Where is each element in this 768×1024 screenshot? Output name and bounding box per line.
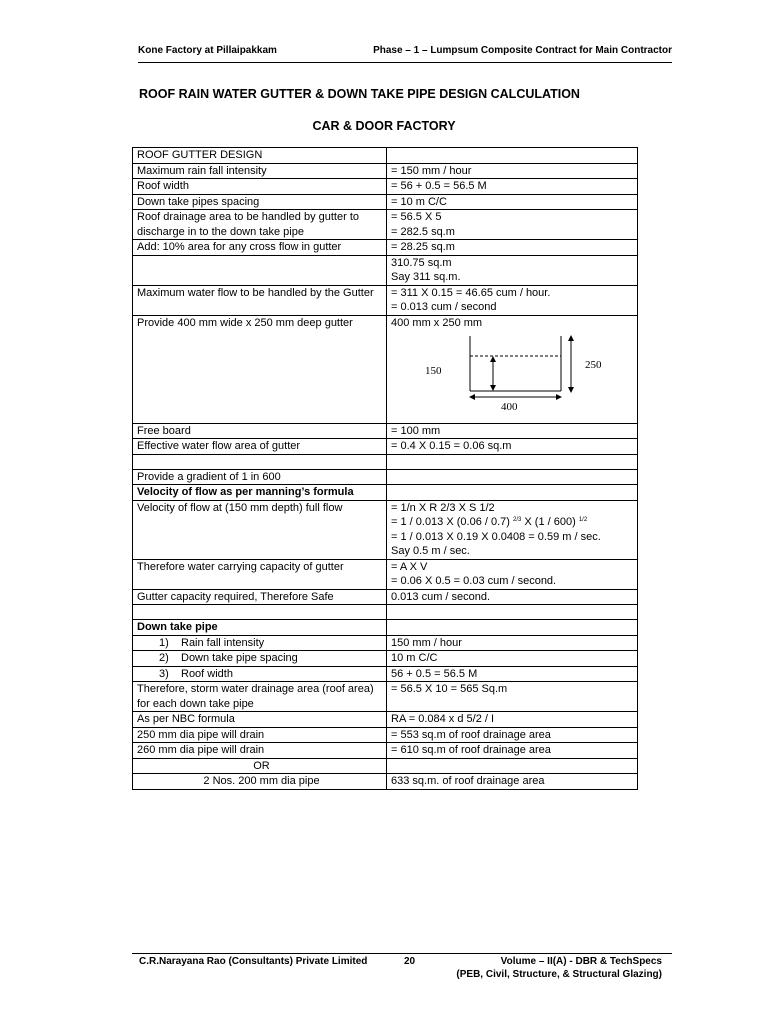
row-value: 10 m C/C xyxy=(387,651,638,667)
label-water-depth: 150 xyxy=(425,364,442,377)
header-contract: Phase – 1 – Lumpsum Composite Contract for Main Contractor xyxy=(373,45,672,56)
table-row xyxy=(133,485,638,501)
row-label: As per NBC formula xyxy=(133,712,387,728)
header-project: Kone Factory at Pillaipakkam xyxy=(138,45,277,56)
row-label: Gutter capacity required, Therefore Safe xyxy=(133,589,387,605)
row-label: Provide 400 mm wide x 250 mm deep gutter xyxy=(133,315,387,423)
row-label: Add: 10% area for any cross flow in gutter xyxy=(133,240,387,256)
row-label: ROOF GUTTER DESIGN xyxy=(133,148,387,164)
table-row xyxy=(133,758,638,774)
row-value: = 56.5 X 10 = 565 Sq.m xyxy=(387,682,638,712)
row-label: Provide a gradient of 1 in 600 xyxy=(133,469,387,485)
table-row xyxy=(133,454,638,469)
row-label: Velocity of flow at (150 mm depth) full flow xyxy=(133,500,387,559)
row-value: 56 + 0.5 = 56.5 M xyxy=(387,666,638,682)
value-line: = 1 / 0.013 X 0.19 X 0.0408 = 0.59 m / sec. xyxy=(391,530,601,543)
row-value: = 0.4 X 0.15 = 0.06 sq.m xyxy=(387,439,638,455)
row-label xyxy=(133,666,387,682)
table-row xyxy=(133,469,638,485)
row-value: 633 sq.m. of roof drainage area xyxy=(387,774,638,790)
row-label: Maximum rain fall intensity xyxy=(133,163,387,179)
row-label: 2 Nos. 200 mm dia pipe xyxy=(133,774,387,790)
list-number: 1) xyxy=(159,636,169,649)
table-row xyxy=(133,743,638,759)
row-value: = 56 + 0.5 = 56.5 M xyxy=(387,179,638,195)
value-line: = 56.5 X 5 xyxy=(391,211,442,223)
row-value xyxy=(387,315,638,423)
arrowhead-icon xyxy=(469,394,475,400)
row-value: = 10 m C/C xyxy=(387,194,638,210)
footer-divider xyxy=(132,953,672,954)
row-value: = 150 mm / hour xyxy=(387,163,638,179)
row-value xyxy=(387,454,638,469)
section-heading: Down take pipe xyxy=(133,620,387,636)
table-row xyxy=(133,712,638,728)
table-row xyxy=(133,240,638,256)
table-row xyxy=(133,148,638,164)
list-label: Roof width xyxy=(181,667,233,680)
row-value xyxy=(387,500,638,559)
value-line: Say 0.5 m / sec. xyxy=(391,545,470,557)
calculation-table xyxy=(132,147,638,790)
value-line xyxy=(391,515,637,530)
row-value xyxy=(387,620,638,636)
arrowhead-icon xyxy=(490,385,496,391)
list-number: 3) xyxy=(159,667,169,680)
footer-company: C.R.Narayana Rao (Consultants) Private Limited xyxy=(139,956,368,967)
table-row xyxy=(133,651,638,667)
row-value: 150 mm / hour xyxy=(387,635,638,651)
table-row xyxy=(133,423,638,439)
table-row xyxy=(133,635,638,651)
list-label: Down take pipe spacing xyxy=(181,652,298,664)
document-title: ROOF RAIN WATER GUTTER & DOWN TAKE PIPE DESIGN CALCULATION xyxy=(139,87,580,101)
gutter-section-sketch xyxy=(391,334,631,418)
table-row xyxy=(133,210,638,240)
row-value: = 100 mm xyxy=(387,423,638,439)
table-row xyxy=(133,194,638,210)
value-line: = 0.06 X 0.5 = 0.03 cum / second. xyxy=(391,575,557,587)
row-value xyxy=(387,148,638,164)
row-value: = 28.25 sq.m xyxy=(387,240,638,256)
page-number: 20 xyxy=(404,956,416,967)
row-value xyxy=(387,255,638,285)
arrowhead-icon xyxy=(490,356,496,362)
row-value xyxy=(387,469,638,485)
list-number: 2) xyxy=(159,652,169,664)
table-row xyxy=(133,500,638,559)
row-label: 260 mm dia pipe will drain xyxy=(133,743,387,759)
row-label xyxy=(133,255,387,285)
row-label: Roof drainage area to be handled by gutter to discharge in to the down take pipe xyxy=(133,210,387,240)
row-label: Therefore water carrying capacity of gutter xyxy=(133,559,387,589)
row-label xyxy=(133,635,387,651)
table-row xyxy=(133,439,638,455)
value-line: Say 311 sq.m. xyxy=(391,271,461,283)
table-row xyxy=(133,315,638,423)
footer-volume: Volume – II(A) - DBR & TechSpecs xyxy=(500,956,662,967)
value-line: = 0.013 cum / second xyxy=(391,301,497,313)
row-value: = 610 sq.m of roof drainage area xyxy=(387,743,638,759)
table-row xyxy=(133,589,638,605)
table-row xyxy=(133,666,638,682)
value-line: = 1/n X R 2/3 X S 1/2 xyxy=(391,501,495,514)
row-label xyxy=(133,605,387,620)
page-header xyxy=(138,42,672,63)
value-line: 310.75 sq.m xyxy=(391,256,452,269)
row-label: Roof width xyxy=(133,179,387,195)
row-value: 0.013 cum / second. xyxy=(387,589,638,605)
table-row xyxy=(133,255,638,285)
row-value xyxy=(387,605,638,620)
row-label: Therefore, storm water drainage area (roof area) for each down take pipe xyxy=(133,682,387,712)
table-row xyxy=(133,620,638,636)
table-row xyxy=(133,559,638,589)
document-subtitle: CAR & DOOR FACTORY xyxy=(312,119,456,133)
table-row xyxy=(133,179,638,195)
list-label: Rain fall intensity xyxy=(181,636,265,649)
arrowhead-icon xyxy=(568,387,574,393)
exponent: 1/2 xyxy=(578,517,588,523)
value-line: = 282.5 sq.m xyxy=(391,225,455,238)
table-row xyxy=(133,682,638,712)
row-label: OR xyxy=(133,758,387,774)
value-line: = 311 X 0.15 = 46.65 cum / hour. xyxy=(391,286,551,299)
row-label: Down take pipes spacing xyxy=(133,194,387,210)
row-label xyxy=(133,651,387,667)
row-value xyxy=(387,285,638,315)
row-label: Free board xyxy=(133,423,387,439)
row-value xyxy=(387,559,638,589)
label-width: 400 xyxy=(501,400,518,413)
footer-scope: (PEB, Civil, Structure, & Structural Glazing) xyxy=(456,969,662,980)
row-label: Maximum water flow to be handled by the Gutter xyxy=(133,285,387,315)
row-value xyxy=(387,758,638,774)
arrowhead-icon xyxy=(556,394,562,400)
table-row xyxy=(133,774,638,790)
formula-part: X (1 / 600) xyxy=(521,516,579,528)
exponent: 2/3 xyxy=(513,517,522,523)
row-value: = 553 sq.m of roof drainage area xyxy=(387,727,638,743)
table-row xyxy=(133,727,638,743)
row-value: RA = 0.084 x d 5/2 / I xyxy=(387,712,638,728)
table-row xyxy=(133,163,638,179)
row-label: Effective water flow area of gutter xyxy=(133,439,387,455)
label-total-depth: 250 xyxy=(585,358,602,371)
table-row xyxy=(133,285,638,315)
formula-part: = 1 / 0.013 X (0.06 / 0.7) xyxy=(391,516,513,528)
arrowhead-icon xyxy=(568,335,574,341)
row-label xyxy=(133,454,387,469)
row-value xyxy=(387,485,638,501)
row-label: 250 mm dia pipe will drain xyxy=(133,727,387,743)
section-heading: Velocity of flow as per manning’s formula xyxy=(133,485,387,501)
value-line: 400 mm x 250 mm xyxy=(391,316,483,329)
row-value xyxy=(387,210,638,240)
value-line: = A X V xyxy=(391,560,428,573)
table-row xyxy=(133,605,638,620)
